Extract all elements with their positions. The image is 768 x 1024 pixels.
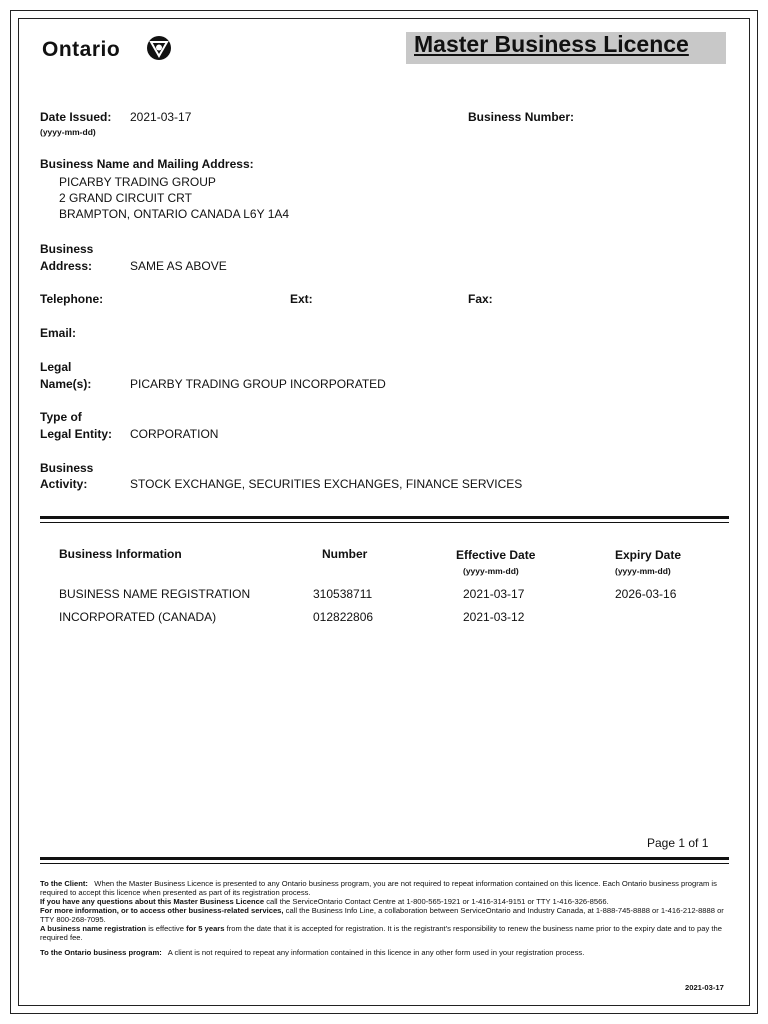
activity-label-2: Activity:	[40, 477, 88, 491]
table-row-1-number: 310538711	[313, 587, 373, 601]
address-line-3: BRAMPTON, ONTARIO CANADA L6Y 1A4	[59, 207, 290, 221]
business-address-label-1: Business	[40, 242, 94, 256]
effective-date-hint: (yyyy-mm-dd)	[463, 566, 519, 576]
footer-client-text: When the Master Business Licence is presented to any Ontario business program, you are not required to repeat information contained on this licence. Each Ontario business program is required to accept this licence when presented as part of its registration process.	[40, 879, 717, 897]
address-line-2: 2 GRAND CIRCUIT CRT	[59, 191, 192, 205]
footer-registration-text-b: from the date that it is accepted for registration. It is the registrant's responsibility to renew the business name prior to the expiry date and to pay the required fee.	[40, 924, 722, 942]
footer-info-label: For more information, or to access other business-related services,	[40, 906, 284, 915]
ontario-logo-text: Ontario	[42, 38, 121, 61]
date-format-hint: (yyyy-mm-dd)	[40, 127, 96, 137]
footer-program-note	[40, 948, 730, 957]
email-label: Email:	[40, 326, 77, 340]
footer-registration-label-b: for 5 years	[186, 924, 225, 933]
footer-questions-note	[40, 897, 730, 906]
footer-registration-note	[40, 924, 730, 942]
entity-value: CORPORATION	[130, 427, 219, 441]
table-row-1-info: BUSINESS NAME REGISTRATION	[59, 587, 251, 601]
activity-value: STOCK EXCHANGE, SECURITIES EXCHANGES, FINANCE SERVICES	[130, 477, 523, 491]
name-mailing-label: Business Name and Mailing Address:	[40, 157, 254, 171]
footer-registration-label-a: A business name registration	[40, 924, 147, 933]
header-business-information: Business Information	[59, 547, 182, 561]
legal-name-value: PICARBY TRADING GROUP INCORPORATED	[130, 377, 386, 391]
footer-notes	[40, 879, 730, 957]
page-title: Master Business Licence	[414, 31, 689, 57]
entity-label-2: Legal Entity:	[40, 427, 113, 441]
header-number: Number	[322, 547, 368, 561]
entity-label-1: Type of	[40, 410, 82, 424]
business-address-label-2: Address:	[40, 259, 93, 273]
date-issued-label: Date Issued:	[40, 110, 112, 124]
expiry-date-hint: (yyyy-mm-dd)	[615, 566, 671, 576]
footer-client-note	[40, 879, 730, 897]
footer-program-text: A client is not required to repeat any information contained in this licence in any other form used in your registration process.	[167, 948, 585, 957]
footer-registration-text-a: is effective	[148, 924, 184, 933]
footer-info-note	[40, 906, 730, 924]
footer-info-text: call the Business Info Line, a collaboration between ServiceOntario and Industry Canada, at 1-888-745-8888 or 1-416-212-8888 or TTY 800-268-7095.	[40, 906, 724, 924]
address-line-1: PICARBY TRADING GROUP	[59, 175, 216, 189]
footer-client-label: To the Client:	[40, 879, 88, 888]
activity-label-1: Business	[40, 461, 94, 475]
fax-label: Fax:	[468, 292, 493, 306]
ontario-trillium-icon	[146, 35, 172, 66]
table-row-1-effective: 2021-03-17	[463, 587, 525, 601]
ext-label: Ext:	[290, 292, 313, 306]
table-row-2-info: INCORPORATED (CANADA)	[59, 610, 217, 624]
header-expiry-date: Expiry Date	[615, 548, 682, 562]
footer-questions-text: call the ServiceOntario Contact Centre at 1-800-565-1921 or 1-416-314-9151 or TTY 1-416-326-8566.	[266, 897, 609, 906]
telephone-label: Telephone:	[40, 292, 104, 306]
table-row-2-number: 012822806	[313, 610, 374, 624]
print-date: 2021-03-17	[685, 983, 724, 992]
footer-questions-label: If you have any questions about this Master Business Licence	[40, 897, 265, 906]
footer-divider-thick	[40, 857, 729, 860]
legal-name-label-2: Name(s):	[40, 377, 92, 391]
table-row-1-expiry: 2026-03-16	[615, 587, 677, 601]
footer-program-label: To the Ontario business program:	[40, 948, 162, 957]
section-divider-thick	[40, 516, 729, 519]
business-number-label: Business Number:	[468, 110, 575, 124]
legal-name-label-1: Legal	[40, 360, 72, 374]
footer-divider-thin	[40, 863, 729, 864]
section-divider-thin	[40, 522, 729, 523]
business-address-value: SAME AS ABOVE	[130, 259, 227, 273]
page-indicator: Page 1 of 1	[647, 836, 709, 850]
date-issued-value: 2021-03-17	[130, 110, 192, 124]
header-effective-date: Effective Date	[456, 548, 536, 562]
table-row-2-effective: 2021-03-12	[463, 610, 525, 624]
